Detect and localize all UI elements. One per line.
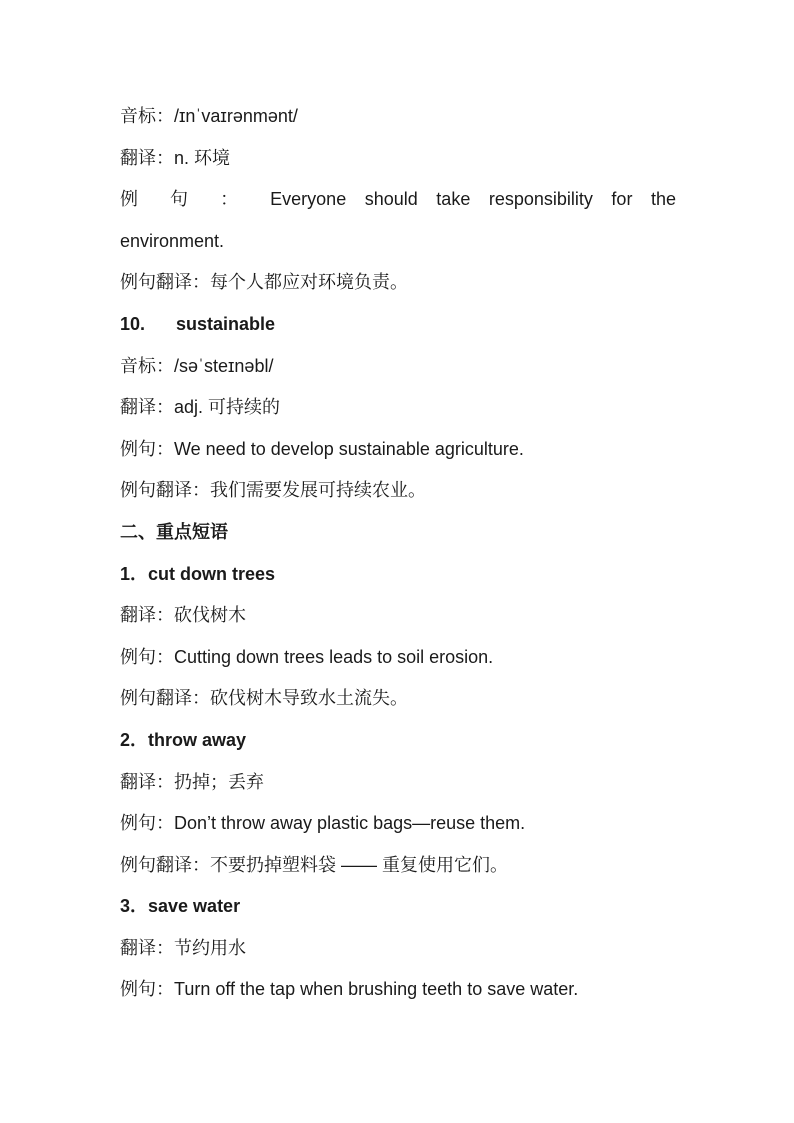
phrase-1-translation: 翻译：砍伐树木 bbox=[120, 605, 246, 626]
phrase-1-heading: 1．cut down trees bbox=[120, 563, 276, 584]
phrase-2-example: 例句：Don’t throw away plastic bags—reuse them. bbox=[120, 813, 526, 834]
phrase-3-example: 例句：Turn off the tap when brushing teeth to save water. bbox=[120, 979, 579, 1000]
entry-example-line1: 例 句 ： Everyone should take responsibility for the bbox=[120, 189, 676, 210]
phrase-1-example-translation: 例句翻译：砍伐树木导致水土流失。 bbox=[120, 688, 408, 709]
entry-10-word: sustainable bbox=[176, 313, 276, 334]
entry-10-number: 10. bbox=[120, 313, 146, 334]
phrase-2-translation: 翻译：扔掉；丢弃 bbox=[120, 771, 264, 792]
entry-phonetic: 音标：/ɪnˈvaɪrənmənt/ bbox=[120, 106, 298, 126]
entry-10-phonetic: 音标：/səˈsteɪnəbl/ bbox=[120, 355, 274, 376]
entry-10-example: 例句：We need to develop sustainable agriculture. bbox=[120, 438, 524, 459]
entry-10-translation: 翻译：adj. 可持续的 bbox=[120, 397, 281, 418]
entry-10-heading bbox=[120, 304, 676, 346]
phrase-2-heading: 2．throw away bbox=[120, 729, 247, 750]
phrase-1-example: 例句：Cutting down trees leads to soil erosion. bbox=[120, 646, 494, 667]
entry-10-example-translation: 例句翻译：我们需要发展可持续农业。 bbox=[120, 480, 426, 501]
phrase-3-heading: 3．save water bbox=[120, 896, 241, 917]
entry-example-translation: 例句翻译：每个人都应对环境负责。 bbox=[120, 272, 408, 293]
document-page bbox=[120, 96, 676, 1011]
phrase-3-translation: 翻译：节约用水 bbox=[120, 937, 246, 958]
section-title: 二、重点短语 bbox=[120, 521, 228, 542]
phrase-2-example-translation: 例句翻译：不要扔掉塑料袋 —— 重复使用它们。 bbox=[120, 854, 508, 875]
entry-example-line2: environment. bbox=[120, 230, 225, 251]
entry-translation: 翻译：n. 环境 bbox=[120, 147, 231, 168]
